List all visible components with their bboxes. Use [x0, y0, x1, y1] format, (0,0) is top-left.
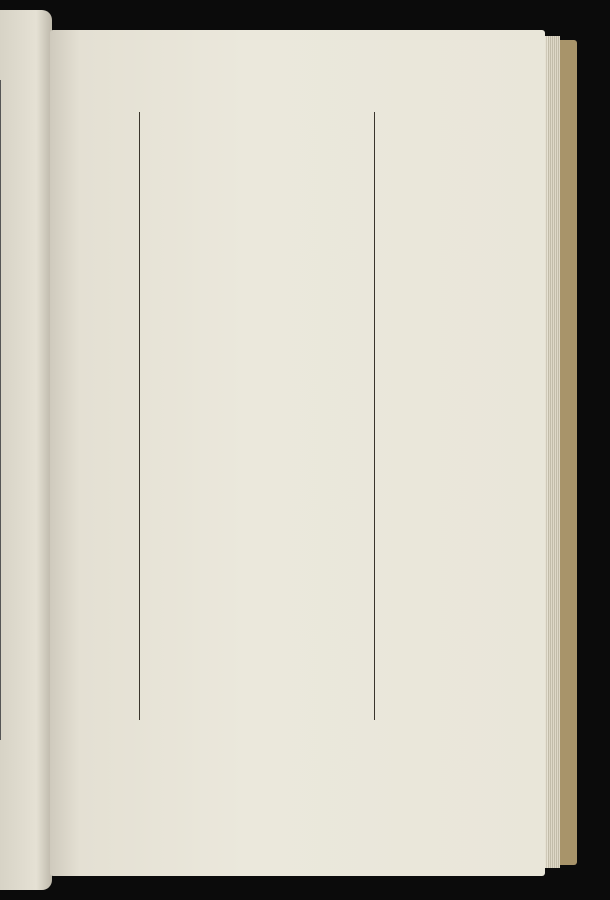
- index-entry: [0, 354, 520, 366]
- index-entry: [0, 703, 520, 715]
- index-entry: [0, 590, 520, 602]
- column-rule-left: [139, 112, 140, 720]
- index-entry: [0, 422, 520, 434]
- index-entry: [0, 377, 520, 389]
- index-entry: [0, 501, 520, 513]
- page-stack-edge: [548, 36, 560, 868]
- index-entry: [0, 287, 520, 299]
- index-entry: [0, 467, 520, 479]
- index-entry: [0, 635, 520, 647]
- index-entry: [0, 264, 520, 276]
- index-entry: [0, 613, 520, 625]
- index-entry: [0, 726, 520, 738]
- index-entry: [0, 174, 520, 186]
- index-entry: [0, 343, 520, 355]
- index-entry: [0, 162, 520, 174]
- index-entry: [0, 230, 520, 242]
- index-entry: [0, 433, 520, 445]
- index-entry: [0, 692, 520, 704]
- index-entry: [0, 366, 520, 378]
- index-entry: [0, 400, 520, 412]
- index-entry: [0, 456, 520, 468]
- index-entry: [0, 185, 520, 197]
- index-entry: [0, 241, 520, 253]
- index-entry: [0, 320, 520, 332]
- index-entry: [0, 647, 520, 659]
- index-entry: [0, 479, 520, 491]
- index-entry: [0, 601, 520, 613]
- index-entry: [0, 579, 520, 591]
- index-entry: [0, 117, 520, 129]
- index-entry: [0, 207, 520, 219]
- index-entry: [0, 309, 520, 321]
- index-entry: [0, 680, 520, 692]
- index-entry: [0, 714, 520, 726]
- index-entry: [0, 298, 520, 310]
- book-cover-edge: [557, 40, 577, 865]
- index-entry: [0, 332, 520, 344]
- index-entry: [0, 445, 520, 457]
- index-entry: [0, 545, 520, 557]
- index-entry: [0, 556, 520, 568]
- index-entry: [0, 513, 520, 525]
- index-entry: [0, 219, 520, 231]
- index-entry: [0, 196, 520, 208]
- index-entry: [0, 388, 520, 400]
- index-entry: [0, 140, 520, 152]
- column-rule-right: [374, 112, 375, 720]
- index-entry: [0, 669, 520, 681]
- index-entry: [0, 275, 520, 287]
- index-entry: [0, 128, 520, 140]
- index-entry: [0, 253, 520, 265]
- index-entry: [0, 658, 520, 670]
- index-entry: [0, 624, 520, 636]
- index-entry: [0, 567, 520, 579]
- index-entry: [0, 490, 520, 502]
- index-entry: [0, 411, 520, 423]
- index-entry: [0, 151, 520, 163]
